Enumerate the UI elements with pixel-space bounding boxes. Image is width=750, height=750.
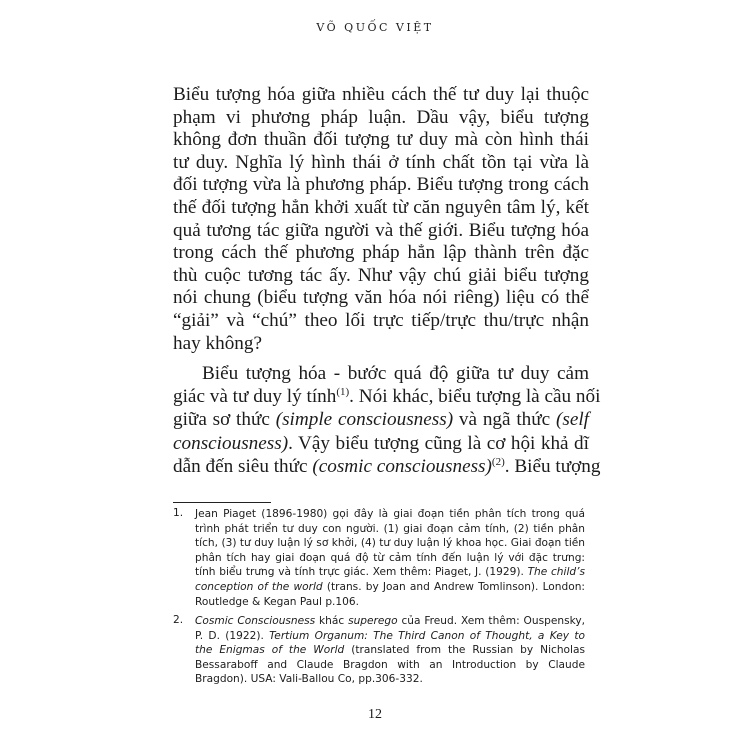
text-line: [195, 565, 585, 580]
text-run: “giải” và “chú” theo lối trực tiếp/trực thu/trực nhận: [173, 309, 589, 331]
text-run: . Biểu tượng: [504, 455, 601, 477]
page-number: 12: [368, 707, 382, 722]
text-run: quả tương tác giữa người và thế giới. Biểu tượng hóa: [173, 219, 589, 241]
text-run: . Nói khác, biểu tượng là cầu nối: [349, 386, 601, 408]
text-line: [195, 614, 585, 629]
text-line: [195, 551, 585, 566]
footnote-number: 2.: [173, 614, 184, 626]
text-run: tính biểu trưng và tính trực giác. Xem thêm: Piaget, J. (1929).: [195, 566, 528, 579]
text-run: . Vậy biểu tượng cũng là cơ hội khả dĩ: [288, 432, 589, 454]
footnote-reference: (1): [336, 386, 350, 399]
text-line: [173, 432, 589, 455]
text-line: [173, 362, 589, 385]
text-line: [173, 242, 589, 265]
text-line: [173, 333, 589, 356]
text-line: [195, 536, 585, 551]
text-line: [173, 408, 589, 431]
text-run: dẫn đến siêu thức: [173, 455, 313, 477]
text-line: [195, 672, 585, 687]
text-run: giữa sơ thức: [173, 409, 276, 431]
text-run: thế đối tượng hẳn khởi xuất từ căn nguyên tâm lý, kết: [173, 196, 589, 218]
text-line: [173, 107, 589, 130]
text-run: phạm vi phương pháp luận. Dầu vậy, biểu tượng: [173, 106, 589, 128]
text-run: the Enigmas of the World: [195, 644, 345, 657]
text-run: superego: [348, 615, 398, 627]
text-line: [173, 152, 589, 175]
text-run: đối tượng vừa là phương pháp. Biểu tượng trong cách: [173, 174, 589, 196]
text-line: [173, 197, 589, 220]
text-run: Bessaraboff and Claude Bragdon with an Introduction by Claude: [195, 658, 585, 671]
footnote-2: [173, 614, 585, 687]
text-run: tích, (3) tư duy luận lý sơ khởi, (4) tư duy luận lý khoa học. Giai đoạn tiền: [195, 537, 585, 550]
text-run: P. D. (1922).: [195, 629, 270, 642]
text-line: [173, 220, 589, 243]
text-run: trình phát triển tư duy con người. (1) giai đoạn cảm tính, (2) tiền phân: [195, 522, 585, 535]
text-run: phân tích hay giai đoạn quá độ từ cảm tính đến luận lý với đặc trưng:: [195, 551, 585, 564]
text-run: (simple consciousness): [275, 409, 454, 431]
text-run: không đơn thuần đối tượng tư duy mà còn hình thái: [173, 129, 589, 151]
text-line: [173, 265, 589, 288]
text-run: consciousness): [173, 432, 289, 454]
text-run: nói chung (biểu tượng văn hóa nói riêng) liệu có thể: [173, 287, 589, 309]
text-line: [195, 507, 585, 522]
text-line: [195, 643, 585, 658]
text-line: [195, 629, 585, 644]
text-run: giác và tư duy lý tính: [173, 386, 337, 408]
text-run: Bragdon). USA: Vali-Ballou Co, pp.306-332.: [195, 673, 423, 686]
text-line: [195, 580, 585, 595]
text-run: Tertium Organum: The Third Canon of Thought, a Key to: [269, 629, 585, 642]
text-run: Biểu tượng hóa giữa nhiều cách thế tư duy lại thuộc: [173, 84, 589, 105]
text-line: [173, 310, 589, 333]
footnote-1: [173, 507, 585, 609]
text-line: [195, 595, 585, 610]
text-line: [173, 84, 589, 107]
text-run: Biểu tượng hóa - bước quá độ giữa tư duy cảm: [202, 363, 589, 384]
paragraph-1: [173, 84, 589, 355]
footnote-reference: (2): [491, 455, 505, 468]
text-run: hay không?: [173, 332, 262, 354]
text-run: Jean Piaget (1896-1980) gọi đây là giai đoạn tiền phân tích trong quá: [195, 508, 585, 520]
text-line: [173, 287, 589, 310]
text-run: conception of the world: [195, 580, 323, 593]
text-run: (cosmic consciousness): [312, 455, 492, 477]
text-line: [173, 129, 589, 152]
running-header: VÕ QUỐC VIỆT: [316, 21, 434, 34]
text-line: [173, 174, 589, 197]
text-run: tư duy. Nghĩa lý hình thái ở tính chất tồn tại vừa là: [173, 151, 589, 173]
footnote-number: 1.: [173, 507, 184, 519]
text-run: Cosmic Consciousness: [195, 615, 316, 627]
text-run: (trans. by Joan and Andrew Tomlinson). London:: [322, 580, 585, 593]
text-run: khác: [315, 615, 349, 627]
text-run: (self: [555, 409, 590, 431]
paragraph-2: [173, 362, 601, 478]
text-run: và ngã thức: [453, 409, 556, 431]
text-run: thù cuộc tương tác ấy. Như vậy chú giải biểu tượng: [173, 264, 589, 286]
text-run: trong cách thế phương pháp hẳn lập thành trên đặc: [173, 242, 589, 264]
text-run: The child’s: [527, 566, 586, 579]
text-run: Routledge & Kegan Paul p.106.: [195, 595, 360, 608]
text-line: [195, 522, 585, 537]
text-line: [195, 658, 585, 673]
text-run: của Freud. Xem thêm: Ouspensky,: [397, 615, 585, 627]
text-line: [173, 385, 601, 408]
text-line: [173, 455, 601, 478]
footnote-separator: [173, 502, 271, 503]
text-run: (translated from the Russian by Nicholas: [344, 644, 585, 657]
